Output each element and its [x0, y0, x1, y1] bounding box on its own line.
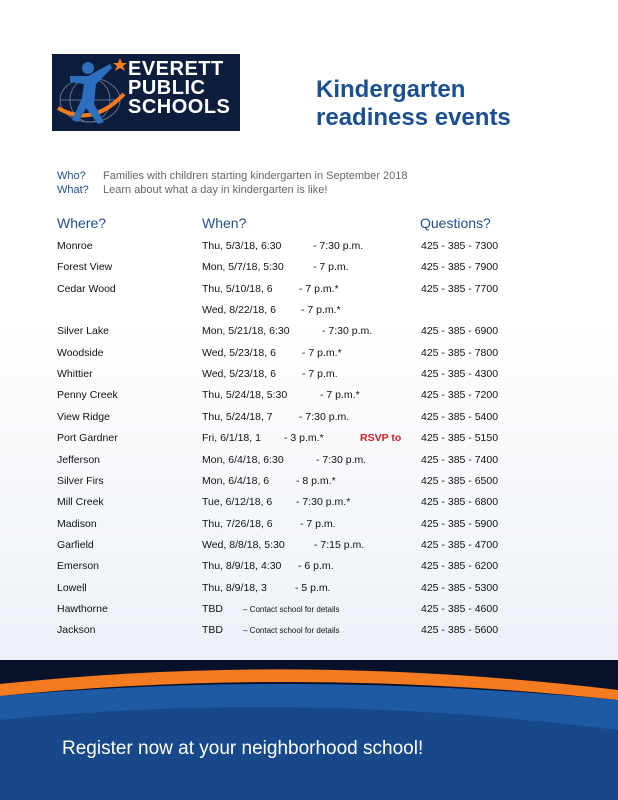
register-message: Register now at your neighborhood school! [62, 738, 424, 759]
event-date: Wed, 8/22/18, 6 [202, 304, 276, 317]
title-line-1: Kindergarten [316, 76, 466, 103]
table-row [0, 518, 618, 539]
table-row [0, 261, 618, 282]
table-row [0, 432, 618, 453]
header-when: When? [202, 215, 247, 231]
table-row [0, 560, 618, 581]
event-date: TBD [202, 624, 223, 637]
school-name: Monroe [57, 240, 93, 252]
table-row [0, 582, 618, 603]
school-name: Port Gardner [57, 432, 118, 445]
event-date: Thu, 5/24/18, 7 [202, 410, 273, 423]
table-row [0, 454, 618, 475]
event-date: TBD [202, 602, 223, 615]
school-name: Penny Creek [57, 389, 118, 402]
event-date: Wed, 5/23/18, 6 [202, 368, 276, 381]
table-row [0, 475, 618, 496]
table-row [0, 411, 618, 432]
table-row [0, 283, 618, 304]
event-end-time: - 8 p.m.* [296, 474, 336, 487]
event-date: Thu, 5/3/18, 6:30 [202, 240, 282, 252]
table-row [0, 325, 618, 346]
phone-number: 425 - 385 - 7200 [421, 389, 499, 402]
event-date: Fri, 6/1/18, 1 [202, 432, 261, 445]
table-row [0, 539, 618, 560]
school-name: Jackson [57, 624, 96, 637]
who-label: Who? [57, 170, 86, 182]
event-date: Mon, 5/21/18, 6:30 [202, 325, 290, 338]
table-row [0, 368, 618, 389]
school-name: Forest View [57, 261, 113, 274]
what-label: What? [57, 184, 89, 196]
logo-line-3: SCHOOLS [128, 96, 231, 118]
phone-number: 425 - 385 - 7300 [421, 240, 499, 252]
tbd-detail: – Contact school for details [243, 604, 340, 614]
event-end-time: - 7 p.m. [302, 368, 338, 381]
who-text: Families with children starting kindergarten in September 2018 [103, 170, 408, 182]
event-end-time: - 3 p.m.* [284, 432, 324, 445]
phone-number: 425 - 385 - 5150 [421, 432, 499, 445]
footer-banner [0, 660, 618, 800]
event-end-time: - 7 p.m. [300, 517, 336, 530]
event-end-time: - 7:30 p.m. [322, 325, 373, 338]
header-questions: Questions? [420, 215, 491, 231]
event-date: Tue, 6/12/18, 6 [202, 496, 273, 509]
logo-line-1: EVERETT [128, 58, 224, 80]
table-row [0, 304, 618, 325]
event-end-time: - 7 p.m.* [302, 346, 342, 359]
phone-number: 425 - 385 - 4700 [421, 538, 499, 551]
event-end-time: - 7 p.m.* [301, 304, 341, 317]
school-name: Cedar Wood [57, 282, 116, 295]
event-end-time: - 7:30 p.m. [299, 410, 350, 423]
phone-number: 425 - 385 - 4300 [421, 368, 499, 381]
school-name: Madison [57, 517, 97, 530]
event-end-time: - 7 p.m. [313, 261, 349, 274]
event-date: Thu, 8/9/18, 3 [202, 581, 267, 594]
event-end-time: - 6 p.m. [298, 560, 334, 573]
table-row [0, 603, 618, 624]
phone-number: 425 - 385 - 6800 [421, 496, 499, 509]
school-name: Silver Firs [57, 474, 104, 487]
tbd-detail: – Contact school for details [243, 626, 340, 636]
school-name: Silver Lake [57, 325, 109, 338]
event-end-time: - 7:30 p.m.* [296, 496, 351, 509]
event-date: Mon, 5/7/18, 5:30 [202, 261, 284, 274]
what-line [57, 184, 327, 196]
page-title [316, 76, 511, 132]
phone-number: 425 - 385 - 7400 [421, 453, 499, 466]
phone-number: 425 - 385 - 4600 [421, 602, 499, 615]
phone-number: 425 - 385 - 5900 [421, 517, 499, 530]
school-name: Emerson [57, 560, 100, 573]
event-date: Mon, 6/4/18, 6:30 [202, 453, 284, 466]
phone-number: 425 - 385 - 5400 [421, 410, 499, 423]
who-line [57, 170, 408, 182]
event-end-time: - 7:30 p.m. [316, 453, 367, 466]
event-date: Thu, 8/9/18, 4:30 [202, 560, 282, 573]
event-date: Mon, 6/4/18, 6 [202, 474, 270, 487]
table-row [0, 240, 618, 261]
title-line-2: readiness events [316, 104, 511, 131]
phone-number: 425 - 385 - 6500 [421, 474, 499, 487]
event-end-time: - 7 p.m.* [320, 389, 360, 402]
school-name: View Ridge [57, 410, 110, 423]
event-date: Thu, 7/26/18, 6 [202, 517, 273, 530]
banner-swoosh-graphic [0, 660, 618, 800]
phone-number: 425 - 385 - 5300 [421, 581, 499, 594]
header-where: Where? [57, 215, 107, 231]
school-name: Garfield [57, 538, 94, 551]
event-end-time: - 7:30 p.m. [313, 240, 364, 252]
school-name: Mill Creek [57, 496, 104, 509]
event-end-time: - 7 p.m.* [299, 282, 339, 295]
event-date: Wed, 5/23/18, 6 [202, 346, 276, 359]
everett-public-schools-logo [52, 54, 240, 131]
event-end-time: - 5 p.m. [295, 581, 331, 594]
rsvp-note: RSVP to [360, 432, 402, 445]
phone-number: 425 - 385 - 7900 [421, 261, 499, 274]
logo-line-2: PUBLIC [128, 77, 206, 99]
logo-wordmark [128, 60, 230, 117]
school-name: Hawthorne [57, 602, 108, 615]
event-date: Wed, 8/8/18, 5:30 [202, 538, 285, 551]
phone-number: 425 - 385 - 7800 [421, 346, 499, 359]
school-name: Lowell [57, 581, 87, 594]
table-row [0, 347, 618, 368]
event-end-time: - 7:15 p.m. [314, 538, 365, 551]
phone-number: 425 - 385 - 6200 [421, 560, 499, 573]
table-row [0, 389, 618, 410]
event-date: Thu, 5/24/18, 5:30 [202, 389, 288, 402]
table-row [0, 496, 618, 517]
phone-number: 425 - 385 - 6900 [421, 325, 499, 338]
school-name: Woodside [57, 346, 104, 359]
what-text: Learn about what a day in kindergarten is like! [103, 184, 328, 196]
event-date: Thu, 5/10/18, 6 [202, 282, 273, 295]
phone-number: 425 - 385 - 5600 [421, 624, 499, 637]
school-name: Whittier [57, 368, 93, 381]
table-row [0, 624, 618, 645]
phone-number: 425 - 385 - 7700 [421, 282, 499, 295]
school-name: Jefferson [57, 453, 100, 466]
